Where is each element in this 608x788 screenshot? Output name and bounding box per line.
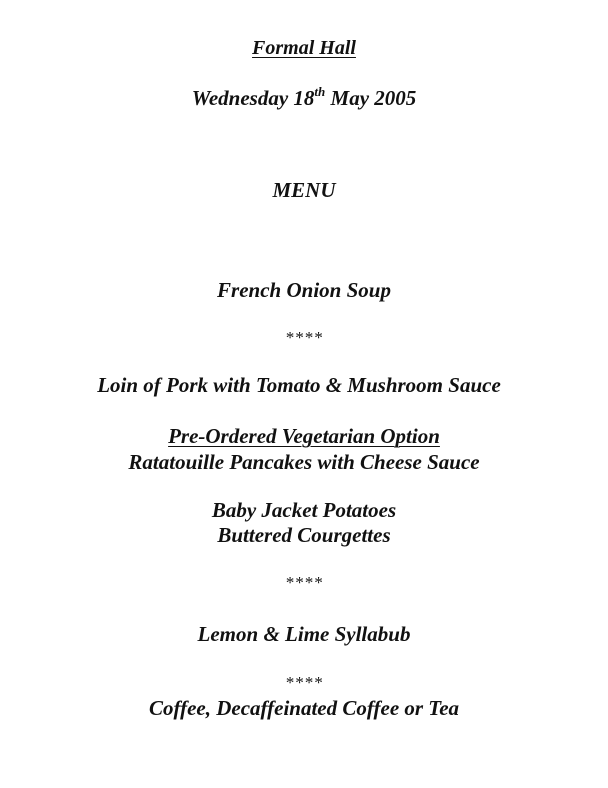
course-separator: ****	[285, 673, 323, 692]
date-month-year: May 2005	[325, 86, 417, 110]
drinks-course: Coffee, Decaffeinated Coffee or Tea	[148, 696, 460, 720]
vegetarian-option-heading: Pre-Ordered Vegetarian Option	[168, 424, 440, 448]
main-course: Loin of Pork with Tomato & Mushroom Sauce	[97, 373, 501, 397]
date-ordinal-suffix: th	[314, 84, 326, 99]
event-date	[0, 84, 608, 110]
vegetarian-dish: Ratatouille Pancakes with Cheese Sauce	[128, 450, 480, 474]
course-separator: ****	[285, 573, 323, 592]
menu-heading: MENU	[272, 178, 336, 202]
dessert-course: Lemon & Lime Syllabub	[197, 622, 411, 646]
starter-course: French Onion Soup	[217, 278, 391, 302]
page-title: Formal Hall	[252, 37, 356, 59]
side-dish: Buttered Courgettes	[217, 523, 391, 547]
side-dish: Baby Jacket Potatoes	[211, 498, 397, 522]
course-separator: ****	[285, 328, 323, 347]
date-day: Wednesday 18	[191, 86, 315, 110]
